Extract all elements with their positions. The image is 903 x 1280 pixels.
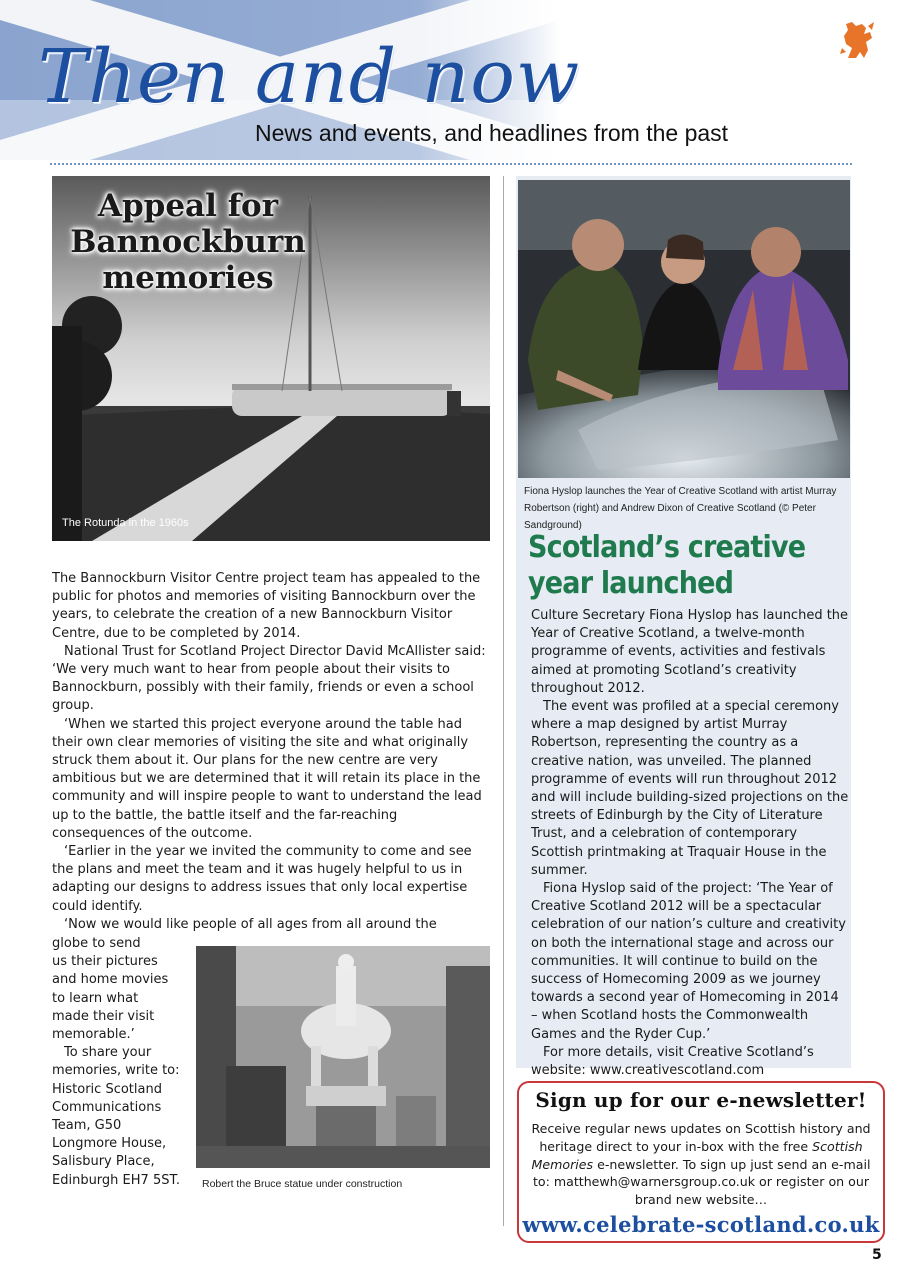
creative-scotland-caption: Fiona Hyslop launches the Year of Creative Scotland with artist Murray Robertson (right) and Andrew Dixon of Creative Scotland (© Peter Sandground) [524,486,837,531]
text-line: globe to send [52,936,141,951]
text-line: To share your [64,1045,152,1061]
paragraph: The event was profiled at a special ceremony where a map designed by artist Murray Robertson, representing the country as a creative nation, was unveiled. The planned programme of events will run throughout 2012 and will include building-sized projections on the streets of Edinburgh by the City of Literature Trust, and a celebration of contemporary Scottish printmaking at Traquair House in the summer. [531,699,849,878]
rotunda-caption: The Rotunda in the 1960s [62,517,189,529]
text-line: memories, write to: [52,1063,180,1079]
appeal-headline-line: memories [102,260,274,296]
bannockburn-article-body [52,570,490,934]
paragraph: Fiona Hyslop said of the project: ‘The Year of Creative Scotland 2012 will be a spectacular celebration of our nation’s culture and creativity on both the international stage and across our communities. It will continue to build on the success of Homecoming 2009 as we journey towards a second year of Homecoming in 2014 – when Scotland hosts the Commonwealth Games and the Ryder Cup.’ [531,881,846,1042]
text-line: and home movies [52,972,169,988]
lion-rampant-icon [838,18,876,62]
paragraph: For more details, visit Creative Scotland’s website: www.creativescotland.com [531,1044,814,1079]
section-subtitle: News and events, and headlines from the past [255,120,729,146]
appeal-headline-line: Bannockburn [70,224,306,260]
creative-year-headline-line: year launched [528,566,734,601]
newsletter-text-part: Receive regular news updates on Scottish history and heritage direct to your in-box with the free [531,1121,871,1154]
newsletter-text-part: e-newsletter. To sign up just send an e-mail to: matthewh@warnersgroup.co.uk or register on our brand new website… [532,1156,871,1208]
creative-year-headline-line: Scotland’s creative [528,530,806,565]
text-line: memorable.’ [52,1027,135,1043]
text-line: Team, G50 [52,1118,122,1134]
text-line: us their pictures [52,954,158,970]
paragraph: National Trust for Scotland Project Director David McAllister said: ‘We very much want to hear from people about their visits to Bannockburn, possibly with their family, friends or even a school group. [52,643,486,714]
paragraph: ‘Earlier in the year we invited the community to come and see the plans and meet the team and it was hugely helpful to us in adapting our designs to address issues that only local expertise could identify. [52,844,472,914]
statue-caption: Robert the Bruce statue under construction [202,1178,403,1190]
website-link[interactable]: www.celebrate-scotland.co.uk [522,1212,880,1237]
paragraph: ‘Now we would like people of all ages from all around the [64,916,437,932]
text-line: Salisbury Place, [52,1154,155,1170]
statue-photo [196,946,490,1168]
text-line: Historic Scotland [52,1081,162,1097]
bannockburn-article-continuation [52,935,190,1190]
header-divider [50,163,852,165]
text-line: to learn what [52,990,139,1006]
appeal-headline [52,188,324,296]
appeal-headline-line: Appeal for [97,188,279,224]
paragraph: ‘When we started this project everyone around the table had their own clear memories of visiting the site and what originally struck them about it. Our plans for the new centre are very ambitious but we are determined that it will retain its place in the community and will inspire people to want to understand the lead up to the battle, the battle itself and the far-reaching consequences of the outcome. [52,716,482,841]
column-divider [503,176,504,1226]
newsletter-heading: Sign up for our e-newsletter! [535,1088,867,1112]
page-number: 5 [872,1247,882,1263]
text-line: Longmore House, [52,1136,167,1152]
creative-year-headline [528,530,848,602]
text-line: Communications [52,1099,162,1115]
text-line: made their visit [52,1008,155,1024]
text-line: Edinburgh EH7 5ST. [52,1172,180,1188]
newsletter-name: Scottish Memories [531,1138,863,1172]
newsletter-text [527,1120,875,1209]
paragraph: Culture Secretary Fiona Hyslop has launched the Year of Creative Scotland, a twelve-month programme of events, activities and festivals aimed at promoting Scotland’s creativity throughout 2012. [531,608,849,696]
section-title: Then and now [38,34,581,120]
creative-scotland-photo [518,180,850,478]
paragraph: The Bannockburn Visitor Centre project team has appealed to the public for photos and memories of visiting Bannockburn over the years, to celebrate the creation of a new Bannockburn Visitor Centre, due to be completed by 2014. [52,571,481,641]
creative-scotland-article-body [531,607,849,1080]
